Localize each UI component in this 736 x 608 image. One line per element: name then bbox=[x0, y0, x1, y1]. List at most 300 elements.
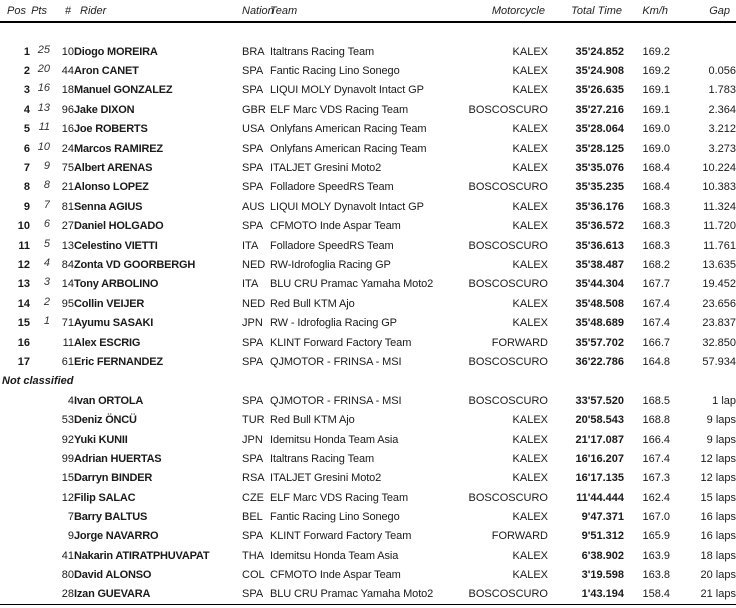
nation-cell: BRA bbox=[242, 45, 265, 58]
table-row bbox=[0, 352, 736, 371]
pos-cell: 11 bbox=[18, 239, 30, 252]
kmh-cell: 166.4 bbox=[642, 433, 670, 446]
team-cell: ELF Marc VDS Racing Team bbox=[270, 103, 409, 116]
total-time-cell: 35'35.076 bbox=[575, 162, 624, 175]
rider-cell: Ayumu SASAKI bbox=[74, 317, 154, 330]
team-cell: QJMOTOR - FRINSA - MSI bbox=[270, 355, 402, 368]
pos-cell: 10 bbox=[17, 220, 30, 233]
nation-cell: CZE bbox=[242, 491, 264, 504]
pts-cell: 7 bbox=[43, 198, 50, 211]
num-cell: 44 bbox=[61, 65, 74, 78]
pos-cell bbox=[0, 488, 30, 507]
kmh-cell: 167.3 bbox=[642, 472, 670, 485]
pts-cell: 20 bbox=[37, 63, 50, 76]
kmh-cell: 167.4 bbox=[642, 297, 670, 310]
total-time-cell: 35'36.572 bbox=[575, 220, 624, 233]
kmh-cell: 167.0 bbox=[642, 511, 670, 524]
nation-cell: NED bbox=[242, 297, 266, 310]
motorcycle-cell: KALEX bbox=[512, 123, 548, 136]
pos-cell bbox=[0, 430, 30, 449]
pts-cell: 6 bbox=[43, 218, 50, 231]
table-row bbox=[0, 410, 736, 429]
total-time-cell: 35'27.216 bbox=[575, 103, 624, 116]
header-gap: Gap bbox=[670, 0, 736, 22]
num-cell: 16 bbox=[61, 123, 74, 136]
table-row bbox=[0, 294, 736, 313]
team-cell: CFMOTO Inde Aspar Team bbox=[270, 220, 401, 233]
pts-cell bbox=[30, 566, 50, 585]
gap-cell: 10.224 bbox=[702, 162, 736, 175]
nation-cell: SPA bbox=[242, 336, 264, 349]
motorcycle-cell: KALEX bbox=[512, 511, 548, 524]
motorcycle-cell: KALEX bbox=[512, 142, 548, 155]
header-motorcycle: Motorcycle bbox=[464, 0, 548, 22]
pos-cell bbox=[0, 566, 30, 585]
pts-cell: 2 bbox=[43, 295, 50, 308]
pts-cell: 13 bbox=[37, 101, 50, 114]
gap-cell: 3.212 bbox=[708, 123, 736, 136]
table-row bbox=[0, 546, 736, 565]
team-cell: LIQUI MOLY Dynavolt Intact GP bbox=[270, 84, 424, 97]
num-cell: 14 bbox=[61, 278, 74, 291]
header-team: Team bbox=[270, 0, 464, 22]
pos-cell: 13 bbox=[17, 278, 30, 291]
header-row bbox=[0, 0, 736, 22]
rider-cell: Ivan ORTOLA bbox=[74, 394, 144, 407]
header-rider: Rider bbox=[74, 0, 242, 22]
pts-cell: 1 bbox=[43, 315, 50, 328]
nation-cell: RSA bbox=[242, 472, 265, 485]
total-time-cell: 6'38.902 bbox=[581, 549, 624, 562]
pts-cell bbox=[30, 333, 50, 352]
team-cell: RW - Idrofoglia Racing GP bbox=[270, 317, 397, 330]
num-cell: 71 bbox=[61, 317, 74, 330]
kmh-cell: 168.3 bbox=[642, 220, 670, 233]
num-cell: 24 bbox=[61, 142, 74, 155]
total-time-cell: 35'28.125 bbox=[575, 142, 624, 155]
motorcycle-cell: KALEX bbox=[512, 472, 548, 485]
not-classified-rows bbox=[0, 391, 736, 604]
motorcycle-cell: BOSCOSCURO bbox=[468, 239, 548, 252]
motorcycle-cell: BOSCOSCURO bbox=[468, 278, 548, 291]
team-cell: Idemitsu Honda Team Asia bbox=[270, 549, 399, 562]
gap-cell bbox=[670, 42, 736, 61]
num-cell: 53 bbox=[61, 414, 74, 427]
num-cell: 81 bbox=[61, 200, 74, 213]
table-row bbox=[0, 585, 736, 604]
motorcycle-cell: KALEX bbox=[512, 65, 548, 78]
pos-cell: 6 bbox=[23, 142, 30, 155]
nation-cell: USA bbox=[242, 123, 265, 136]
kmh-cell: 166.7 bbox=[642, 336, 670, 349]
total-time-cell: 1'43.194 bbox=[581, 588, 624, 601]
motorcycle-cell: BOSCOSCURO bbox=[468, 181, 548, 194]
team-cell: Onlyfans American Racing Team bbox=[270, 142, 427, 155]
gap-cell: 3.273 bbox=[708, 142, 736, 155]
team-cell: LIQUI MOLY Dynavolt Intact GP bbox=[270, 200, 424, 213]
team-cell: Onlyfans American Racing Team bbox=[270, 123, 427, 136]
total-time-cell: 9'47.371 bbox=[581, 511, 624, 524]
kmh-cell: 164.8 bbox=[642, 355, 670, 368]
motorcycle-cell: BOSCOSCURO bbox=[468, 103, 548, 116]
rider-cell: Yuki KUNII bbox=[74, 433, 128, 446]
table-row bbox=[0, 197, 736, 216]
header-number: # bbox=[50, 0, 74, 22]
nation-cell: BEL bbox=[242, 511, 263, 524]
motorcycle-cell: KALEX bbox=[512, 200, 548, 213]
pts-cell bbox=[30, 585, 50, 604]
gap-cell: 9 laps bbox=[706, 414, 736, 427]
num-cell: 28 bbox=[61, 588, 74, 601]
rider-cell: Joe ROBERTS bbox=[74, 123, 148, 136]
table-row bbox=[0, 391, 736, 410]
num-cell: 27 bbox=[61, 220, 74, 233]
pos-cell: 7 bbox=[23, 162, 30, 175]
kmh-cell: 169.2 bbox=[642, 65, 670, 78]
header-pos: Pos bbox=[0, 0, 30, 22]
motorcycle-cell: KALEX bbox=[512, 452, 548, 465]
gap-cell: 32.850 bbox=[702, 336, 736, 349]
table-row bbox=[0, 527, 736, 546]
total-time-cell: 16'16.207 bbox=[575, 452, 624, 465]
pts-cell bbox=[30, 507, 50, 526]
kmh-cell: 168.8 bbox=[642, 414, 670, 427]
kmh-cell: 168.3 bbox=[642, 200, 670, 213]
total-time-cell: 35'57.702 bbox=[575, 336, 624, 349]
total-time-cell: 35'38.487 bbox=[575, 258, 624, 271]
nation-cell: TUR bbox=[242, 414, 265, 427]
gap-cell: 9 laps bbox=[706, 433, 736, 446]
motorcycle-cell: FORWARD bbox=[491, 336, 548, 349]
gap-cell: 10.383 bbox=[702, 181, 736, 194]
pos-cell: 16 bbox=[17, 336, 30, 349]
gap-cell: 23.656 bbox=[702, 297, 736, 310]
team-cell: ELF Marc VDS Racing Team bbox=[270, 491, 409, 504]
pos-cell bbox=[0, 527, 30, 546]
pos-cell: 17 bbox=[17, 355, 30, 368]
table-row bbox=[0, 566, 736, 585]
kmh-cell: 168.3 bbox=[642, 239, 670, 252]
rider-cell: Senna AGIUS bbox=[74, 200, 143, 213]
rider-cell: Alex ESCRIG bbox=[74, 336, 141, 349]
pts-cell: 9 bbox=[43, 160, 50, 173]
pos-cell: 12 bbox=[17, 258, 30, 271]
rider-cell: Izan GUEVARA bbox=[74, 588, 151, 601]
total-time-cell: 35'24.908 bbox=[575, 65, 624, 78]
total-time-cell: 36'22.786 bbox=[575, 355, 624, 368]
team-cell: RW-Idrofoglia Racing GP bbox=[270, 258, 391, 271]
kmh-cell: 168.5 bbox=[642, 394, 670, 407]
kmh-cell: 169.0 bbox=[642, 123, 670, 136]
num-cell: 18 bbox=[61, 84, 74, 97]
gap-cell: 20 laps bbox=[700, 569, 736, 582]
num-cell: 12 bbox=[61, 491, 74, 504]
kmh-cell: 163.9 bbox=[642, 549, 670, 562]
team-cell: Red Bull KTM Ajo bbox=[270, 297, 355, 310]
gap-cell: 11.761 bbox=[703, 239, 736, 252]
nation-cell: SPA bbox=[242, 355, 264, 368]
pos-cell: 9 bbox=[23, 200, 30, 213]
pos-cell: 2 bbox=[23, 65, 30, 78]
kmh-cell: 167.4 bbox=[642, 452, 670, 465]
total-time-cell: 35'26.635 bbox=[575, 84, 624, 97]
gap-cell: 2.364 bbox=[708, 103, 736, 116]
motorcycle-cell: FORWARD bbox=[491, 530, 548, 543]
rider-cell: Deniz ÖNCÜ bbox=[74, 414, 137, 427]
num-cell: 4 bbox=[67, 394, 74, 407]
classified-rows bbox=[0, 42, 736, 372]
rider-cell: Tony ARBOLINO bbox=[74, 278, 159, 291]
pts-cell: 10 bbox=[37, 140, 50, 153]
motorcycle-cell: KALEX bbox=[512, 45, 548, 58]
pts-cell: 11 bbox=[38, 121, 50, 134]
table-row bbox=[0, 100, 736, 119]
pts-cell: 16 bbox=[37, 82, 50, 95]
table-row bbox=[0, 469, 736, 488]
team-cell: Red Bull KTM Ajo bbox=[270, 414, 355, 427]
total-time-cell: 9'51.312 bbox=[581, 530, 624, 543]
team-cell: CFMOTO Inde Aspar Team bbox=[270, 569, 401, 582]
pts-cell bbox=[30, 488, 50, 507]
team-cell: QJMOTOR - FRINSA - MSI bbox=[270, 394, 402, 407]
num-cell: 41 bbox=[61, 549, 74, 562]
table-row bbox=[0, 449, 736, 468]
total-time-cell: 3'19.598 bbox=[581, 569, 624, 582]
table-row bbox=[0, 488, 736, 507]
nation-cell: SPA bbox=[242, 530, 264, 543]
pos-cell bbox=[0, 507, 30, 526]
gap-cell: 1.783 bbox=[708, 84, 736, 97]
num-cell: 9 bbox=[67, 530, 74, 543]
team-cell: KLINT Forward Factory Team bbox=[270, 336, 412, 349]
kmh-cell: 163.8 bbox=[642, 569, 670, 582]
nation-cell: SPA bbox=[242, 84, 264, 97]
rider-cell: Nakarin ATIRATPHUVAPAT bbox=[74, 549, 210, 562]
motorcycle-cell: KALEX bbox=[512, 84, 548, 97]
table-row bbox=[0, 120, 736, 139]
nation-cell: ITA bbox=[242, 278, 259, 291]
table-row bbox=[0, 236, 736, 255]
motorcycle-cell: BOSCOSCURO bbox=[468, 588, 548, 601]
table-row bbox=[0, 333, 736, 352]
table-row bbox=[0, 81, 736, 100]
motorcycle-cell: KALEX bbox=[512, 162, 548, 175]
pos-cell: 3 bbox=[23, 84, 30, 97]
pts-cell bbox=[30, 352, 50, 371]
gap-cell: 16 laps bbox=[700, 511, 736, 524]
kmh-cell: 169.1 bbox=[642, 84, 670, 97]
pos-cell bbox=[0, 410, 30, 429]
table-row bbox=[0, 275, 736, 294]
pts-cell: 8 bbox=[43, 179, 50, 192]
total-time-cell: 20'58.543 bbox=[575, 414, 624, 427]
nation-cell: COL bbox=[242, 569, 265, 582]
kmh-cell: 165.9 bbox=[642, 530, 670, 543]
total-time-cell: 35'48.689 bbox=[575, 317, 624, 330]
nation-cell: SPA bbox=[242, 452, 264, 465]
rider-cell: Barry BALTUS bbox=[74, 511, 148, 524]
gap-cell: 15 laps bbox=[700, 491, 736, 504]
pos-cell: 1 bbox=[23, 45, 30, 58]
total-time-cell: 33'57.520 bbox=[575, 394, 624, 407]
team-cell: Folladore SpeedRS Team bbox=[270, 239, 394, 252]
team-cell: ITALJET Gresini Moto2 bbox=[270, 162, 382, 175]
total-time-cell: 21'17.087 bbox=[575, 433, 624, 446]
table-header bbox=[0, 0, 736, 22]
nation-cell: SPA bbox=[242, 142, 264, 155]
pos-cell: 15 bbox=[17, 317, 30, 330]
nation-cell: SPA bbox=[242, 588, 264, 601]
rider-cell: Adrian HUERTAS bbox=[74, 452, 162, 465]
gap-cell: 0.056 bbox=[708, 65, 736, 78]
num-cell: 61 bbox=[61, 355, 74, 368]
motorcycle-cell: KALEX bbox=[512, 549, 548, 562]
motorcycle-cell: BOSCOSCURO bbox=[468, 394, 548, 407]
rider-cell: Albert ARENAS bbox=[74, 162, 153, 175]
motorcycle-cell: KALEX bbox=[512, 258, 548, 271]
team-cell: Fantic Racing Lino Sonego bbox=[270, 511, 400, 524]
total-time-cell: 11'44.444 bbox=[576, 491, 624, 504]
total-time-cell: 16'17.135 bbox=[575, 472, 624, 485]
rider-cell: Jake DIXON bbox=[74, 103, 135, 116]
header-total-time: Total Time bbox=[548, 0, 624, 22]
gap-cell: 11.720 bbox=[703, 220, 736, 233]
rider-cell: Manuel GONZALEZ bbox=[74, 84, 173, 97]
num-cell: 75 bbox=[61, 162, 74, 175]
pts-cell: 25 bbox=[37, 43, 50, 56]
rider-cell: Filip SALAC bbox=[74, 491, 136, 504]
rider-cell: Aron CANET bbox=[74, 65, 139, 78]
motorcycle-cell: KALEX bbox=[512, 220, 548, 233]
team-cell: BLU CRU Pramac Yamaha Moto2 bbox=[270, 588, 434, 601]
kmh-cell: 162.4 bbox=[642, 491, 670, 504]
nation-cell: JPN bbox=[242, 317, 263, 330]
nation-cell: SPA bbox=[242, 65, 264, 78]
gap-cell: 23.837 bbox=[702, 317, 736, 330]
gap-cell: 13.635 bbox=[702, 258, 736, 271]
gap-cell: 19.452 bbox=[702, 278, 736, 291]
not-classified-label: Not classified bbox=[2, 375, 74, 388]
rider-cell: Darryn BINDER bbox=[74, 472, 153, 485]
team-cell: Idemitsu Honda Team Asia bbox=[270, 433, 399, 446]
nation-cell: JPN bbox=[242, 433, 263, 446]
total-time-cell: 35'36.613 bbox=[575, 239, 624, 252]
table-row bbox=[0, 430, 736, 449]
num-cell: 11 bbox=[62, 336, 74, 349]
kmh-cell: 169.1 bbox=[642, 103, 670, 116]
gap-cell: 12 laps bbox=[700, 472, 736, 485]
num-cell: 15 bbox=[61, 472, 74, 485]
rider-cell: Daniel HOLGADO bbox=[74, 220, 164, 233]
pts-cell bbox=[30, 546, 50, 565]
kmh-cell: 167.7 bbox=[642, 278, 670, 291]
pos-cell: 5 bbox=[23, 123, 30, 136]
total-time-cell: 35'48.508 bbox=[575, 297, 624, 310]
rider-cell: Jorge NAVARRO bbox=[74, 530, 159, 543]
pts-cell: 3 bbox=[43, 276, 50, 289]
pts-cell bbox=[30, 391, 50, 410]
num-cell: 96 bbox=[61, 103, 74, 116]
pts-cell bbox=[30, 430, 50, 449]
motorcycle-cell: KALEX bbox=[512, 414, 548, 427]
header-pts: Pts bbox=[30, 0, 50, 22]
kmh-cell: 168.4 bbox=[642, 162, 670, 175]
table-row bbox=[0, 61, 736, 80]
rider-cell: Zonta VD GOORBERGH bbox=[74, 258, 196, 271]
nation-cell: GBR bbox=[242, 103, 266, 116]
pos-cell: 4 bbox=[23, 103, 30, 116]
pts-cell bbox=[30, 469, 50, 488]
total-time-cell: 35'24.852 bbox=[575, 45, 624, 58]
pts-cell bbox=[30, 449, 50, 468]
nation-cell: THA bbox=[242, 549, 264, 562]
not-classified-section bbox=[0, 372, 736, 391]
kmh-cell: 169.0 bbox=[642, 142, 670, 155]
total-time-cell: 35'28.064 bbox=[575, 123, 624, 136]
pos-cell bbox=[0, 546, 30, 565]
motorcycle-cell: KALEX bbox=[512, 317, 548, 330]
gap-cell: 57.934 bbox=[702, 355, 736, 368]
not-classified-row bbox=[0, 372, 736, 391]
num-cell: 80 bbox=[61, 569, 74, 582]
team-cell: KLINT Forward Factory Team bbox=[270, 530, 412, 543]
rider-cell: Eric FERNANDEZ bbox=[74, 355, 163, 368]
pts-cell bbox=[30, 410, 50, 429]
pos-cell bbox=[0, 585, 30, 604]
motorcycle-cell: KALEX bbox=[512, 569, 548, 582]
motorcycle-cell: KALEX bbox=[512, 297, 548, 310]
table-row bbox=[0, 313, 736, 332]
num-cell: 7 bbox=[67, 511, 74, 524]
nation-cell: SPA bbox=[242, 220, 264, 233]
pts-cell: 5 bbox=[43, 237, 50, 250]
team-cell: ITALJET Gresini Moto2 bbox=[270, 472, 382, 485]
team-cell: Fantic Racing Lino Sonego bbox=[270, 65, 400, 78]
num-cell: 95 bbox=[61, 297, 74, 310]
table-row bbox=[0, 42, 736, 61]
pts-cell bbox=[30, 527, 50, 546]
table-row bbox=[0, 178, 736, 197]
gap-cell: 12 laps bbox=[700, 452, 736, 465]
motorcycle-cell: BOSCOSCURO bbox=[468, 491, 548, 504]
team-cell: Italtrans Racing Team bbox=[270, 452, 375, 465]
team-cell: Folladore SpeedRS Team bbox=[270, 181, 394, 194]
pos-cell bbox=[0, 469, 30, 488]
rider-cell: Collin VEIJER bbox=[74, 297, 145, 310]
rider-cell: Celestino VIETTI bbox=[74, 239, 158, 252]
num-cell: 21 bbox=[61, 181, 74, 194]
motorcycle-cell: KALEX bbox=[512, 433, 548, 446]
num-cell: 99 bbox=[61, 452, 74, 465]
table-row bbox=[0, 158, 736, 177]
pos-cell: 14 bbox=[17, 297, 30, 310]
nation-cell: ITA bbox=[242, 239, 259, 252]
total-time-cell: 35'44.304 bbox=[575, 278, 624, 291]
table-row bbox=[0, 139, 736, 158]
table-row bbox=[0, 255, 736, 274]
pos-cell: 8 bbox=[23, 181, 30, 194]
nation-cell: AUS bbox=[242, 200, 265, 213]
nation-cell: SPA bbox=[242, 162, 264, 175]
total-time-cell: 35'36.176 bbox=[575, 200, 624, 213]
gap-cell: 11.324 bbox=[703, 200, 736, 213]
kmh-cell: 169.2 bbox=[642, 45, 670, 58]
pts-cell: 4 bbox=[43, 256, 50, 269]
num-cell: 13 bbox=[61, 239, 74, 252]
header-nation: Nation bbox=[242, 0, 270, 22]
gap-cell: 16 laps bbox=[700, 530, 736, 543]
rider-cell: David ALONSO bbox=[74, 569, 152, 582]
